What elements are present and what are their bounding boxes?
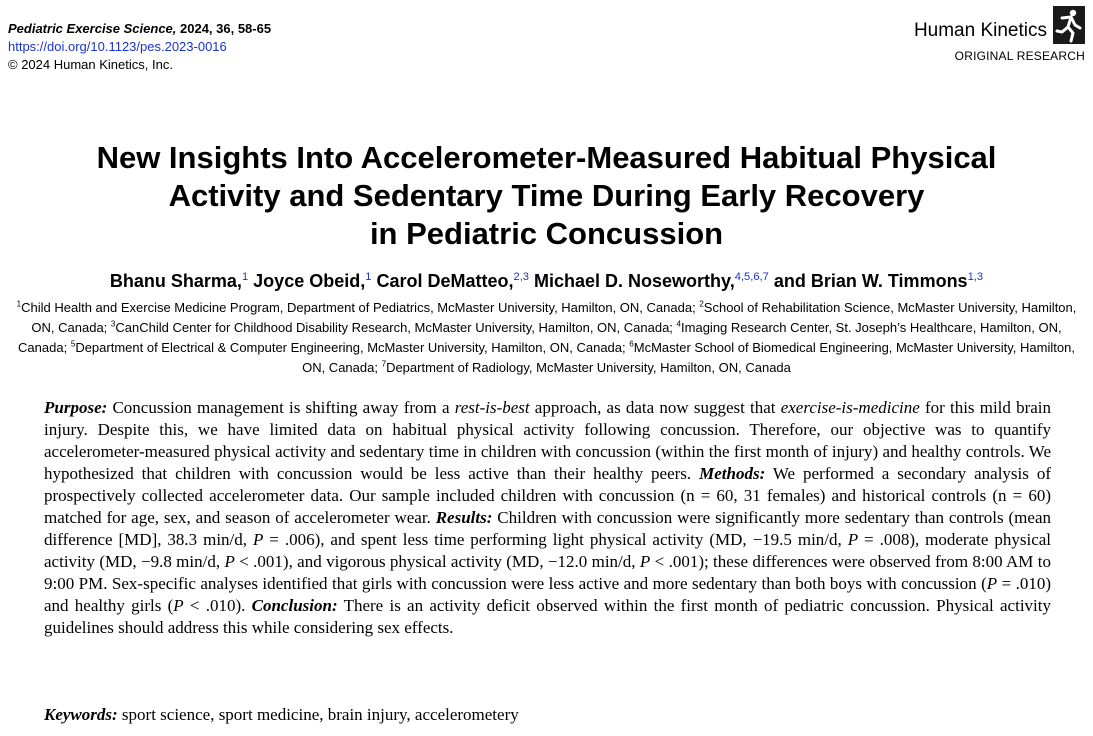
affiliation-number: 3 — [110, 319, 116, 329]
affiliation-number: 6 — [629, 339, 634, 349]
purpose-text: approach, as data now suggest that — [529, 398, 781, 417]
journal-name: Pediatric Exercise Science, — [8, 21, 177, 36]
affiliations — [8, 298, 1085, 378]
results-text: = .008), moderate physical activity (MD, −9.8 min/d, — [44, 530, 1052, 571]
affiliation-number: 1 — [16, 299, 22, 309]
purpose-emphasis: exercise-is-medicine — [780, 398, 920, 417]
paper-title — [0, 139, 1093, 253]
results-text: = .010) and healthy girls ( — [44, 574, 1052, 615]
copyright-notice: © 2024 Human Kinetics, Inc. — [8, 57, 173, 72]
author-list — [0, 269, 1093, 293]
conclusion-label: Conclusion: — [251, 596, 338, 615]
results-text: Children with concussion were significantly more sedentary than controls (mean difference [MD], 38.3 min/d, — [44, 508, 1051, 549]
title-line-3: in Pediatric Concussion — [369, 216, 724, 251]
affiliation-number: 5 — [70, 339, 76, 349]
author-affiliation-ref[interactable]: 1 — [241, 271, 249, 283]
affiliation-text: McMaster School of Biomedical Engineering, McMaster University, Hamilton, ON, Canada; — [302, 340, 1075, 375]
affiliation-number: 2 — [699, 299, 704, 309]
author-name: and Brian W. Timmons — [773, 271, 968, 291]
affiliation-number: 4 — [676, 319, 682, 329]
doi-link[interactable]: https://doi.org/10.1123/pes.2023-0016 — [8, 39, 227, 54]
p-value-symbol: P — [224, 552, 235, 571]
p-value-symbol: P — [986, 574, 998, 593]
p-value-symbol: P — [847, 530, 859, 549]
author-name: Joyce Obeid, — [253, 271, 366, 291]
keywords-label: Keywords: — [44, 705, 118, 724]
journal-details: 2024, 36, 58-65 — [176, 21, 272, 36]
affiliation-text: Child Health and Exercise Medicine Program, Department of Pediatrics, McMaster University, Hamilton, ON, Canada; — [21, 300, 696, 315]
affiliation-text: Department of Radiology, McMaster University, Hamilton, ON, Canada — [386, 360, 791, 375]
p-value-symbol: P — [252, 530, 264, 549]
title-line-2: Activity and Sedentary Time During Early Recovery — [168, 178, 925, 213]
journal-header — [8, 20, 271, 74]
results-text: < .001), and vigorous physical activity (MD, −12.0 min/d, — [234, 552, 640, 571]
results-text: < .001); these differences were observed from 8:00 AM to 9:00 PM. Sex-specific analyses identified that girls with concussion were less active and more sedentary than both boys with concussion ( — [44, 552, 1052, 593]
purpose-text: for this mild brain injury. Despite this, we have limited data on habitual physical activity following concussion. Therefore, our objective was to quantify accelerometer-measured physical activity and sedentary time in children with concussion (within the first month of injury) and healthy controls. We hypothesized that children with concussion would be less active than their healthy peers. — [44, 398, 1052, 483]
abstract — [44, 397, 1051, 639]
affiliation-text: Imaging Research Center, St. Joseph’s Healthcare, Hamilton, ON, Canada; — [18, 320, 1062, 355]
author-name: Bhanu Sharma, — [109, 271, 242, 291]
title-line-1: New Insights Into Accelerometer-Measured Habitual Physical — [96, 140, 997, 175]
author-name: Michael D. Noseworthy, — [534, 271, 735, 291]
results-text: < .010). — [183, 596, 252, 615]
methods-label: Methods: — [699, 464, 766, 483]
publisher-name: Human Kinetics — [913, 20, 1047, 41]
author-affiliation-ref[interactable]: 2,3 — [513, 271, 529, 283]
author-affiliation-ref[interactable]: 1,3 — [967, 271, 984, 283]
author-affiliation-ref[interactable]: 1 — [365, 271, 372, 283]
article-type-label: ORIGINAL RESEARCH — [954, 49, 1085, 63]
publisher-block — [914, 6, 1085, 64]
conclusion-text: There is an activity deficit observed within the first month of pediatric concussion. Physical activity guidelines should address this while considering sex effects. — [44, 596, 1051, 637]
human-kinetics-logo-icon — [1053, 6, 1085, 44]
p-value-symbol: P — [173, 596, 184, 615]
results-label: Results: — [435, 508, 493, 527]
affiliation-text: CanChild Center for Childhood Disability Research, McMaster University, Hamilton, ON, Canada; — [115, 320, 673, 335]
methods-text: We performed a secondary analysis of prospectively collected accelerometer data. Our sample included children with concussion (n = 60, 31 females) and historical controls (n = 60) matched for age, sex, and season of accelerometer wear. — [44, 464, 1051, 527]
affiliation-text: School of Rehabilitation Science, McMaster University, Hamilton, ON, Canada; — [31, 300, 1077, 335]
affiliation-text: Department of Electrical & Computer Engineering, McMaster University, Hamilton, ON, Canada; — [75, 340, 626, 355]
purpose-label: Purpose: — [44, 398, 108, 417]
results-text: = .006), and spent less time performing light physical activity (MD, −19.5 min/d, — [263, 530, 848, 549]
purpose-text: Concussion management is shifting away from a — [107, 398, 455, 417]
p-value-symbol: P — [639, 552, 651, 571]
affiliation-number: 7 — [381, 359, 387, 369]
keywords-text: sport science, sport medicine, brain injury, accelerometery — [117, 705, 519, 724]
author-name: Carol DeMatteo, — [376, 271, 514, 291]
journal-citation — [8, 20, 271, 38]
keywords — [44, 704, 519, 726]
purpose-emphasis: rest-is-best — [454, 398, 530, 417]
author-affiliation-ref[interactable]: 4,5,6,7 — [734, 271, 769, 283]
